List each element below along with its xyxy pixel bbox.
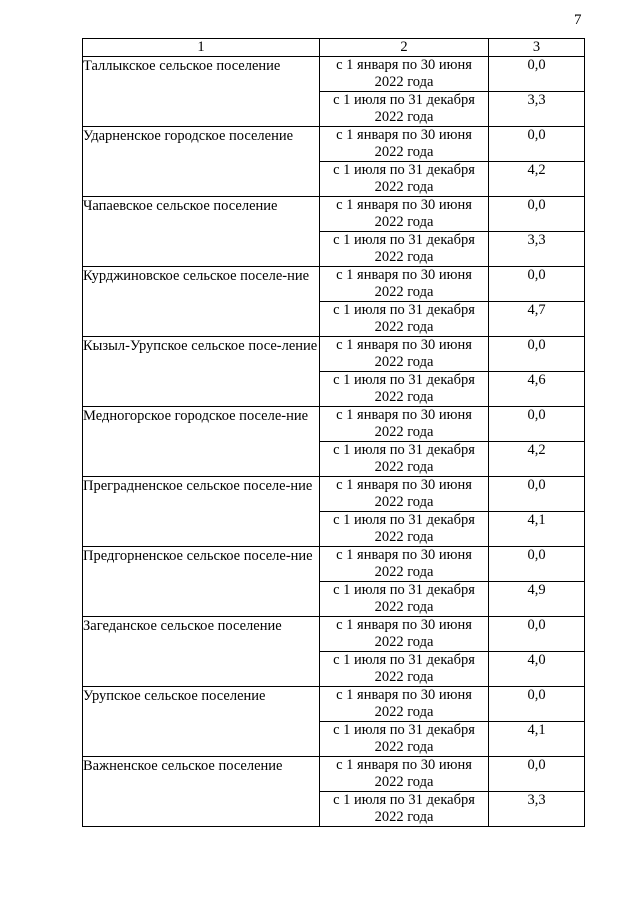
rate-value-cell: 4,2 <box>489 442 585 477</box>
rate-value-cell: 0,0 <box>489 547 585 582</box>
table-row <box>83 547 585 582</box>
period-cell: с 1 июля по 31 декабря 2022 года <box>320 232 489 267</box>
rate-value-cell: 0,0 <box>489 337 585 372</box>
rate-value-cell: 4,2 <box>489 162 585 197</box>
rate-value-cell: 4,1 <box>489 722 585 757</box>
period-cell: с 1 января по 30 июня 2022 года <box>320 337 489 372</box>
period-cell: с 1 января по 30 июня 2022 года <box>320 57 489 92</box>
period-cell: с 1 июля по 31 декабря 2022 года <box>320 162 489 197</box>
period-cell: с 1 июля по 31 декабря 2022 года <box>320 652 489 687</box>
rate-value-cell: 4,6 <box>489 372 585 407</box>
header-cell-1: 1 <box>83 39 320 57</box>
page-number: 7 <box>574 12 582 28</box>
table-header-row <box>83 39 585 57</box>
period-cell: с 1 июля по 31 декабря 2022 года <box>320 442 489 477</box>
rate-value-cell: 3,3 <box>489 92 585 127</box>
header-cell-3: 3 <box>489 39 585 57</box>
period-cell: с 1 января по 30 июня 2022 года <box>320 197 489 232</box>
period-cell: с 1 января по 30 июня 2022 года <box>320 267 489 302</box>
period-cell: с 1 июля по 31 декабря 2022 года <box>320 92 489 127</box>
period-cell: с 1 июля по 31 декабря 2022 года <box>320 722 489 757</box>
settlement-name-cell: Урупское сельское поселение <box>83 687 320 757</box>
period-cell: с 1 января по 30 июня 2022 года <box>320 547 489 582</box>
rate-value-cell: 0,0 <box>489 687 585 722</box>
period-cell: с 1 января по 30 июня 2022 года <box>320 687 489 722</box>
rate-value-cell: 0,0 <box>489 477 585 512</box>
rate-value-cell: 0,0 <box>489 127 585 162</box>
period-cell: с 1 июля по 31 декабря 2022 года <box>320 372 489 407</box>
rate-value-cell: 4,0 <box>489 652 585 687</box>
settlement-name-cell: Кызыл-Урупское сельское посе-ление <box>83 337 320 407</box>
period-cell: с 1 января по 30 июня 2022 года <box>320 407 489 442</box>
table-row <box>83 477 585 512</box>
settlement-name-cell: Курджиновское сельское поселе-ние <box>83 267 320 337</box>
rate-value-cell: 0,0 <box>489 197 585 232</box>
settlements-table <box>82 38 585 827</box>
settlement-name-cell: Преградненское сельское поселе-ние <box>83 477 320 547</box>
table-row <box>83 127 585 162</box>
period-cell: с 1 июля по 31 декабря 2022 года <box>320 512 489 547</box>
rate-value-cell: 4,7 <box>489 302 585 337</box>
rate-value-cell: 0,0 <box>489 617 585 652</box>
rate-value-cell: 0,0 <box>489 757 585 792</box>
table-row <box>83 197 585 232</box>
table-row <box>83 407 585 442</box>
rate-value-cell: 0,0 <box>489 407 585 442</box>
period-cell: с 1 июля по 31 декабря 2022 года <box>320 582 489 617</box>
period-cell: с 1 января по 30 июня 2022 года <box>320 477 489 512</box>
settlement-name-cell: Ударненское городское поселение <box>83 127 320 197</box>
period-cell: с 1 июля по 31 декабря 2022 года <box>320 792 489 827</box>
settlement-name-cell: Загеданское сельское поселение <box>83 617 320 687</box>
table-row <box>83 267 585 302</box>
rate-value-cell: 4,9 <box>489 582 585 617</box>
table-row <box>83 337 585 372</box>
header-cell-2: 2 <box>320 39 489 57</box>
period-cell: с 1 января по 30 июня 2022 года <box>320 127 489 162</box>
period-cell: с 1 января по 30 июня 2022 года <box>320 757 489 792</box>
table-row <box>83 757 585 792</box>
table-row <box>83 617 585 652</box>
period-cell: с 1 января по 30 июня 2022 года <box>320 617 489 652</box>
table-row <box>83 687 585 722</box>
rate-value-cell: 3,3 <box>489 232 585 267</box>
table-body <box>83 39 585 827</box>
period-cell: с 1 июля по 31 декабря 2022 года <box>320 302 489 337</box>
rate-value-cell: 0,0 <box>489 57 585 92</box>
settlement-name-cell: Таллыкское сельское поселение <box>83 57 320 127</box>
settlement-name-cell: Медногорское городское поселе-ние <box>83 407 320 477</box>
rate-value-cell: 0,0 <box>489 267 585 302</box>
rate-value-cell: 3,3 <box>489 792 585 827</box>
table-row <box>83 57 585 92</box>
settlement-name-cell: Предгорненское сельское поселе-ние <box>83 547 320 617</box>
settlement-name-cell: Важненское сельское поселение <box>83 757 320 827</box>
settlement-name-cell: Чапаевское сельское поселение <box>83 197 320 267</box>
rate-value-cell: 4,1 <box>489 512 585 547</box>
